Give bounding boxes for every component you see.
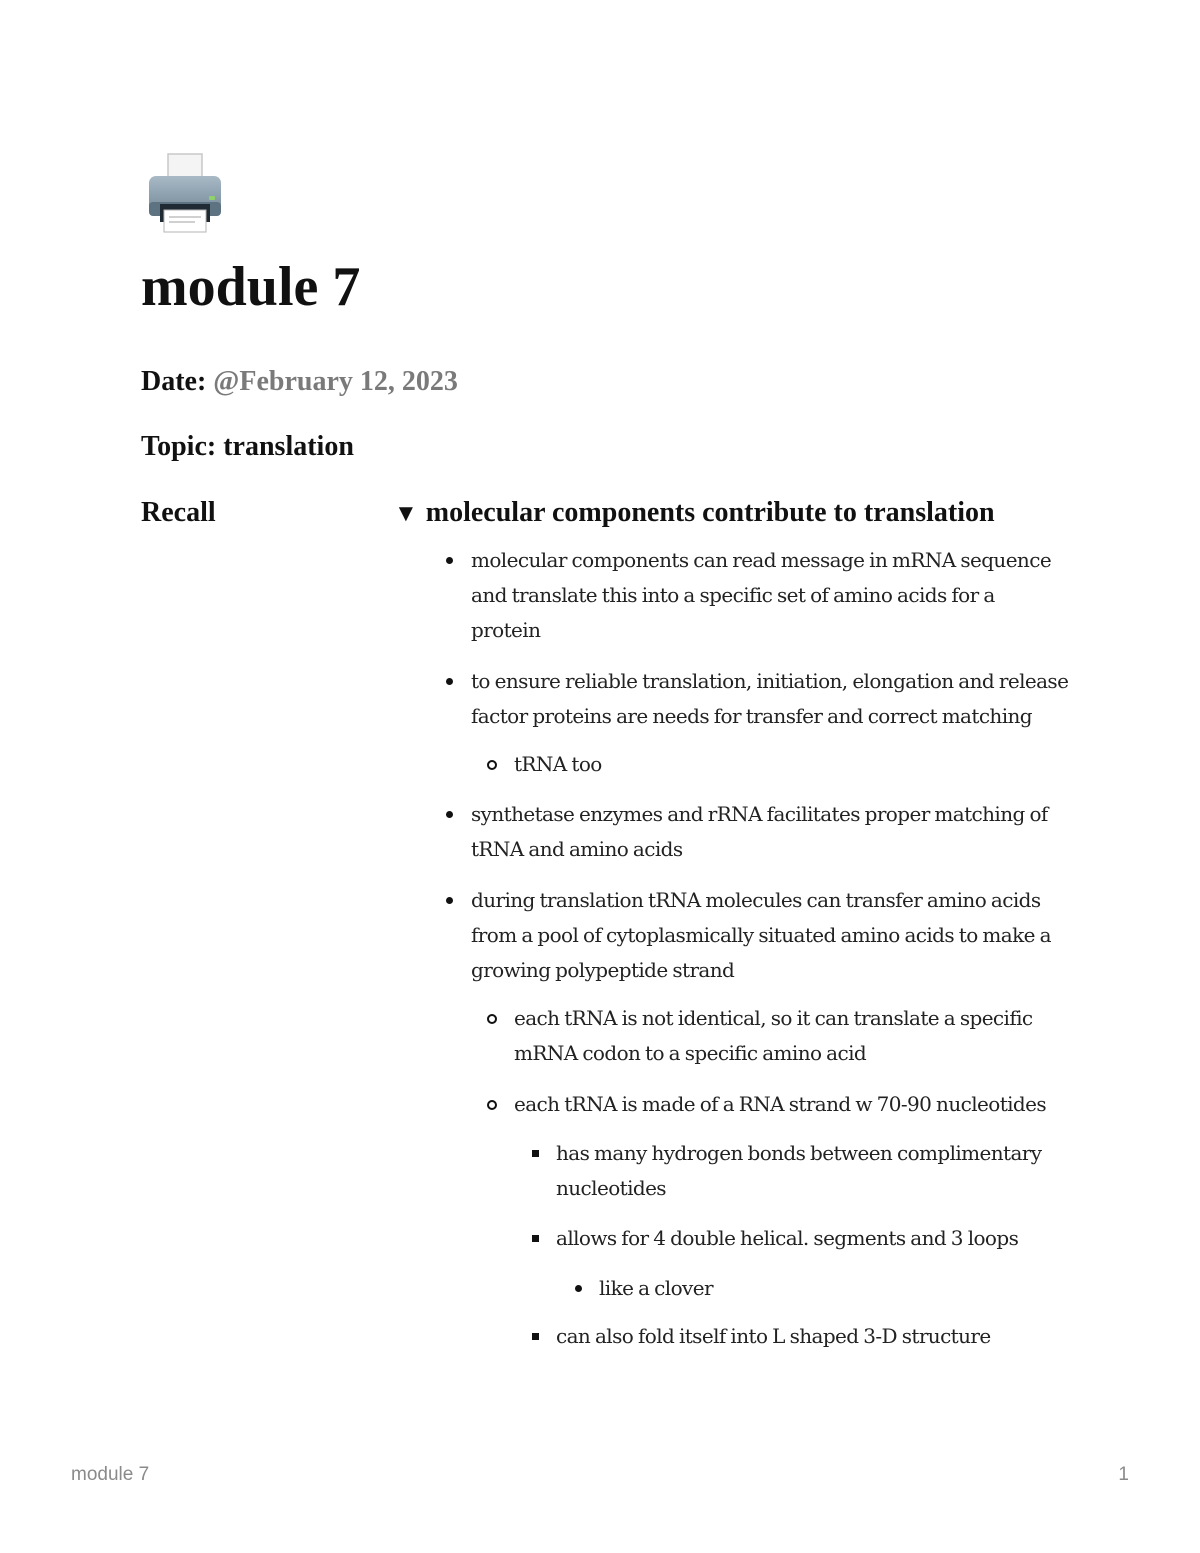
date-property bbox=[141, 364, 458, 400]
date-value[interactable]: @February 12, 2023 bbox=[213, 366, 458, 397]
list-item-line: tRNA and amino acids bbox=[471, 837, 683, 861]
list-item-line: factor proteins are needs for transfer and correct matching bbox=[471, 704, 1032, 728]
list-item bbox=[514, 1001, 1033, 1071]
list-item-line: protein bbox=[471, 618, 541, 642]
disc-bullet-icon bbox=[446, 811, 453, 818]
list-item-line: each tRNA is not identical, so it can translate a specific bbox=[514, 1006, 1033, 1030]
list-item bbox=[471, 797, 1048, 867]
square-bullet-icon bbox=[532, 1333, 539, 1340]
list-item-line: from a pool of cytoplasmically situated amino acids to make a bbox=[471, 923, 1051, 947]
list-item-line: each tRNA is made of a RNA strand w 70-90 nucleotides bbox=[514, 1092, 1047, 1116]
date-label: Date: bbox=[141, 366, 207, 397]
list-item-line: synthetase enzymes and rRNA facilitates proper matching of bbox=[471, 802, 1048, 826]
page-number: 1 bbox=[1118, 1464, 1129, 1485]
list-item-line: like a clover bbox=[599, 1276, 713, 1300]
list-item bbox=[556, 1319, 991, 1354]
list-item bbox=[599, 1271, 713, 1306]
topic-value: translation bbox=[223, 431, 354, 462]
list-item-line: has many hydrogen bonds between complimentary bbox=[556, 1141, 1042, 1165]
list-item bbox=[471, 883, 1051, 988]
toggle-heading-text: molecular components contribute to translation bbox=[425, 497, 995, 528]
circle-bullet-icon bbox=[487, 1100, 497, 1110]
toggle-block-heading[interactable] bbox=[394, 495, 995, 532]
disc-bullet-icon bbox=[575, 1285, 582, 1292]
list-item bbox=[514, 747, 602, 782]
triangle-down-icon[interactable]: ▼ bbox=[394, 501, 418, 527]
topic-label: Topic: bbox=[141, 431, 217, 462]
recall-label: Recall bbox=[141, 497, 216, 528]
list-item-line: to ensure reliable translation, initiation, elongation and release bbox=[471, 669, 1069, 693]
list-item bbox=[471, 543, 1051, 648]
list-item bbox=[556, 1136, 1041, 1206]
list-item-line: nucleotides bbox=[556, 1176, 666, 1200]
page-title: module 7 bbox=[141, 256, 361, 318]
list-item-line: can also fold itself into L shaped 3-D structure bbox=[556, 1324, 991, 1348]
list-item-line: growing polypeptide strand bbox=[471, 958, 735, 982]
printer-icon bbox=[146, 152, 224, 234]
list-item-line: tRNA too bbox=[514, 752, 602, 776]
list-item bbox=[556, 1221, 1018, 1256]
list-item-line: during translation tRNA molecules can transfer amino acids bbox=[471, 888, 1041, 912]
disc-bullet-icon bbox=[446, 557, 453, 564]
list-item-line: molecular components can read message in mRNA sequence bbox=[471, 548, 1052, 572]
disc-bullet-icon bbox=[446, 897, 453, 904]
list-item-line: and translate this into a specific set of amino acids for a bbox=[471, 583, 995, 607]
list-item bbox=[514, 1087, 1046, 1122]
list-item-line: mRNA codon to a specific amino acid bbox=[514, 1041, 867, 1065]
list-item-line: allows for 4 double helical. segments and 3 loops bbox=[556, 1226, 1019, 1250]
circle-bullet-icon bbox=[487, 1014, 497, 1024]
footer-title: module 7 bbox=[71, 1464, 150, 1485]
disc-bullet-icon bbox=[446, 678, 453, 685]
topic-property bbox=[141, 429, 354, 465]
circle-bullet-icon bbox=[487, 760, 497, 770]
square-bullet-icon bbox=[532, 1150, 539, 1157]
list-item bbox=[471, 664, 1068, 734]
square-bullet-icon bbox=[532, 1235, 539, 1242]
